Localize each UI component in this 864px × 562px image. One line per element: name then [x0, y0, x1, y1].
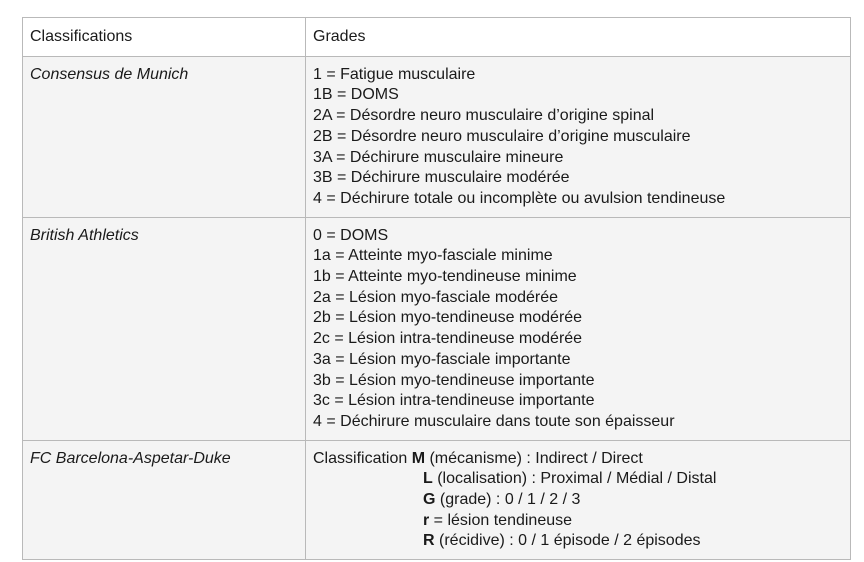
grade-line: 2c = Lésion intra-tendineuse modérée — [313, 330, 583, 348]
grade-line — [313, 449, 843, 470]
grade-key: G — [423, 491, 436, 509]
classification-name: British Athletics — [23, 217, 306, 440]
grade-text: = lésion tendineuse — [429, 511, 573, 529]
grade-line: 1 = Fatigue musculaire — [313, 65, 476, 83]
grade-line: 2A = Désordre neuro musculaire d’origine spinal — [313, 107, 655, 125]
table-header-row — [23, 18, 851, 57]
grade-line: 2b = Lésion myo-tendineuse modérée — [313, 309, 583, 327]
grade-line: 3a = Lésion myo-fasciale importante — [313, 350, 571, 368]
grade-key: L — [423, 470, 433, 488]
classification-prefix: Classification — [313, 449, 412, 467]
grade-line: 2B = Désordre neuro musculaire d’origine musculaire — [313, 127, 691, 145]
grades-cell — [306, 217, 851, 440]
grade-line — [313, 511, 843, 532]
grade-key: R — [423, 532, 435, 550]
header-grades: Grades — [306, 18, 851, 57]
table-row-british-athletics — [23, 217, 851, 440]
grade-line: 1a = Atteinte myo-fasciale minime — [313, 247, 553, 265]
grade-line — [313, 490, 843, 511]
grade-text: (mécanisme) : Indirect / Direct — [425, 449, 643, 467]
classification-table — [22, 17, 851, 560]
grade-line: 4 = Déchirure musculaire dans toute son épaisseur — [313, 412, 675, 430]
grade-key: M — [411, 449, 426, 467]
grade-line: 3c = Lésion intra-tendineuse importante — [313, 392, 595, 410]
header-classifications: Classifications — [23, 18, 306, 57]
grades-cell — [306, 440, 851, 560]
classification-table-container — [22, 17, 850, 560]
grade-line: 3A = Déchirure musculaire mineure — [313, 148, 564, 166]
grade-text: (récidive) : 0 / 1 épisode / 2 épisodes — [434, 532, 701, 550]
grade-line — [313, 469, 843, 490]
grade-line: 1b = Atteinte myo-tendineuse minime — [313, 268, 577, 286]
grade-line — [313, 531, 843, 552]
grade-text: (grade) : 0 / 1 / 2 / 3 — [435, 491, 581, 509]
table-row-munich — [23, 56, 851, 217]
table-row-fc-barcelona — [23, 440, 851, 560]
grade-text: (localisation) : Proximal / Médial / Distal — [432, 470, 717, 488]
grades-cell — [306, 56, 851, 217]
grade-key: r — [423, 511, 430, 529]
grade-line: 2a = Lésion myo-fasciale modérée — [313, 288, 559, 306]
grade-line: 1B = DOMS — [313, 86, 399, 104]
grade-line: 3b = Lésion myo-tendineuse importante — [313, 371, 595, 389]
grade-line: 4 = Déchirure totale ou incomplète ou avulsion tendineuse — [313, 189, 726, 207]
classification-name: Consensus de Munich — [23, 56, 306, 217]
grade-line: 3B = Déchirure musculaire modérée — [313, 169, 570, 187]
grade-line: 0 = DOMS — [313, 226, 389, 244]
classification-name: FC Barcelona-Aspetar-Duke — [23, 440, 306, 560]
